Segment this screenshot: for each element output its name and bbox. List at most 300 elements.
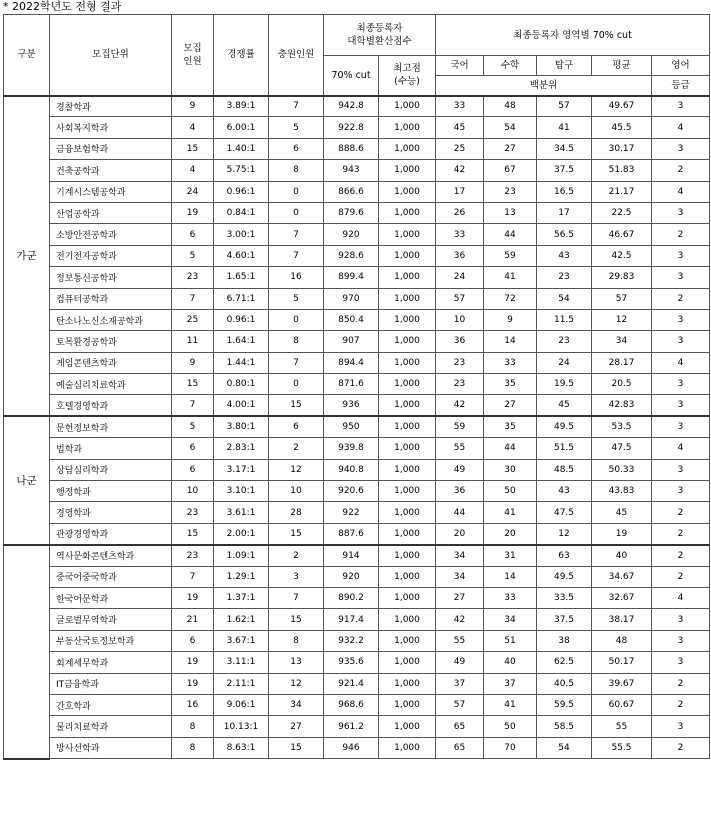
header-competition: 경쟁률 [214, 15, 269, 96]
value-cell: 942.8 [324, 96, 379, 117]
table-row [4, 609, 710, 630]
value-cell: 2 [652, 523, 710, 544]
table-row [4, 481, 710, 502]
value-cell: 3.11:1 [214, 652, 269, 673]
value-cell: 33.5 [537, 587, 592, 608]
value-cell: 34 [436, 566, 484, 587]
value-cell: 70 [484, 737, 537, 758]
value-cell: 33 [484, 587, 537, 608]
table-row [4, 202, 710, 223]
value-cell: 3 [652, 202, 710, 223]
value-cell: 2.00:1 [214, 523, 269, 544]
header-english: 영어 [652, 56, 710, 76]
value-cell: 3 [652, 138, 710, 159]
value-cell: 8 [172, 716, 214, 737]
value-cell: 2 [269, 545, 324, 566]
value-cell: 57 [537, 96, 592, 117]
table-row [4, 673, 710, 694]
value-cell: 939.8 [324, 438, 379, 459]
value-cell: 48 [592, 630, 652, 651]
unit-name-cell: 호텔경영학과 [50, 395, 172, 416]
value-cell: 10 [172, 481, 214, 502]
header-category: 구분 [4, 15, 50, 96]
value-cell: 45 [436, 117, 484, 138]
value-cell: 932.2 [324, 630, 379, 651]
value-cell: 34.5 [537, 138, 592, 159]
value-cell: 36 [436, 331, 484, 352]
table-row [4, 331, 710, 352]
value-cell: 72 [484, 288, 537, 309]
value-cell: 9 [172, 352, 214, 373]
table-row [4, 395, 710, 416]
value-cell: 49.5 [537, 566, 592, 587]
value-cell: 23 [537, 331, 592, 352]
value-cell: 6 [172, 630, 214, 651]
value-cell: 23 [537, 267, 592, 288]
value-cell: 3.17:1 [214, 459, 269, 480]
value-cell: 37.5 [537, 160, 592, 181]
value-cell: 51.5 [537, 438, 592, 459]
value-cell: 1,000 [379, 202, 436, 223]
unit-name-cell: 관광경영학과 [50, 523, 172, 544]
value-cell: 1,000 [379, 416, 436, 437]
value-cell: 37 [484, 673, 537, 694]
value-cell: 917.4 [324, 609, 379, 630]
value-cell: 15 [269, 737, 324, 758]
value-cell: 19 [592, 523, 652, 544]
value-cell: 59.5 [537, 694, 592, 715]
value-cell: 4 [652, 181, 710, 202]
value-cell: 23 [172, 545, 214, 566]
page-title: * 2022학년도 전형 결과 [3, 0, 122, 13]
value-cell: 21.17 [592, 181, 652, 202]
value-cell: 9 [484, 309, 537, 330]
value-cell: 49 [436, 459, 484, 480]
value-cell: 44 [436, 502, 484, 523]
value-cell: 44 [484, 438, 537, 459]
value-cell: 887.6 [324, 523, 379, 544]
header-inquiry: 탐구 [537, 56, 592, 76]
value-cell: 34 [592, 331, 652, 352]
value-cell: 1,000 [379, 587, 436, 608]
unit-name-cell: 토목환경공학과 [50, 331, 172, 352]
value-cell: 39.67 [592, 673, 652, 694]
table-row [4, 694, 710, 715]
value-cell: 943 [324, 160, 379, 181]
value-cell: 920 [324, 224, 379, 245]
value-cell: 41 [484, 694, 537, 715]
value-cell: 23 [436, 374, 484, 395]
value-cell: 3 [652, 416, 710, 437]
table-row [4, 181, 710, 202]
value-cell: 2 [652, 288, 710, 309]
value-cell: 3.61:1 [214, 502, 269, 523]
value-cell: 55 [436, 438, 484, 459]
value-cell: 3 [652, 459, 710, 480]
value-cell: 8.63:1 [214, 737, 269, 758]
value-cell: 24 [537, 352, 592, 373]
table-row [4, 224, 710, 245]
value-cell: 1,000 [379, 117, 436, 138]
value-cell: 33 [484, 352, 537, 373]
results-table [3, 14, 710, 760]
table-row [4, 438, 710, 459]
value-cell: 879.6 [324, 202, 379, 223]
value-cell: 2 [652, 673, 710, 694]
value-cell: 49 [436, 652, 484, 673]
value-cell: 3.10:1 [214, 481, 269, 502]
value-cell: 1,000 [379, 652, 436, 673]
value-cell: 4 [652, 117, 710, 138]
value-cell: 10.13:1 [214, 716, 269, 737]
value-cell: 57 [436, 694, 484, 715]
value-cell: 13 [484, 202, 537, 223]
value-cell: 25 [172, 309, 214, 330]
value-cell: 940.8 [324, 459, 379, 480]
header-additional: 충원인원 [269, 15, 324, 96]
value-cell: 33 [436, 224, 484, 245]
value-cell: 42 [436, 395, 484, 416]
value-cell: 16 [172, 694, 214, 715]
value-cell: 54 [537, 737, 592, 758]
value-cell: 5.75:1 [214, 160, 269, 181]
value-cell: 17 [537, 202, 592, 223]
table-row [4, 652, 710, 673]
value-cell: 3 [652, 395, 710, 416]
value-cell: 1,000 [379, 438, 436, 459]
value-cell: 1.62:1 [214, 609, 269, 630]
value-cell: 921.4 [324, 673, 379, 694]
value-cell: 4 [652, 438, 710, 459]
value-cell: 7 [269, 587, 324, 608]
value-cell: 1,000 [379, 181, 436, 202]
value-cell: 5 [269, 288, 324, 309]
value-cell: 14 [484, 566, 537, 587]
value-cell: 1,000 [379, 309, 436, 330]
value-cell: 12 [269, 673, 324, 694]
value-cell: 1,000 [379, 267, 436, 288]
value-cell: 42.83 [592, 395, 652, 416]
value-cell: 3 [269, 566, 324, 587]
value-cell: 894.4 [324, 352, 379, 373]
value-cell: 888.6 [324, 138, 379, 159]
value-cell: 54 [537, 288, 592, 309]
value-cell: 9 [172, 96, 214, 117]
value-cell: 1,000 [379, 737, 436, 758]
value-cell: 7 [269, 96, 324, 117]
value-cell: 45 [592, 502, 652, 523]
value-cell: 20 [436, 523, 484, 544]
value-cell: 41 [484, 502, 537, 523]
value-cell: 11.5 [537, 309, 592, 330]
value-cell: 1.40:1 [214, 138, 269, 159]
value-cell: 1.29:1 [214, 566, 269, 587]
value-cell: 968.6 [324, 694, 379, 715]
value-cell: 55 [436, 630, 484, 651]
value-cell: 19 [172, 587, 214, 608]
value-cell: 899.4 [324, 267, 379, 288]
value-cell: 43.83 [592, 481, 652, 502]
value-cell: 32.67 [592, 587, 652, 608]
value-cell: 8 [269, 331, 324, 352]
value-cell: 41 [537, 117, 592, 138]
unit-name-cell: 금융보험학과 [50, 138, 172, 159]
value-cell: 27 [269, 716, 324, 737]
value-cell: 23 [436, 352, 484, 373]
value-cell: 53.5 [592, 416, 652, 437]
value-cell: 946 [324, 737, 379, 758]
value-cell: 935.6 [324, 652, 379, 673]
value-cell: 6 [269, 416, 324, 437]
value-cell: 26 [436, 202, 484, 223]
value-cell: 36 [436, 245, 484, 266]
value-cell: 3.89:1 [214, 96, 269, 117]
table-row [4, 309, 710, 330]
value-cell: 3 [652, 96, 710, 117]
value-cell: 0 [269, 181, 324, 202]
value-cell: 914 [324, 545, 379, 566]
value-cell: 11 [172, 331, 214, 352]
value-cell: 34 [436, 545, 484, 566]
value-cell: 16 [269, 267, 324, 288]
value-cell: 10 [269, 481, 324, 502]
value-cell: 1,000 [379, 609, 436, 630]
value-cell: 3 [652, 652, 710, 673]
value-cell: 1,000 [379, 673, 436, 694]
value-cell: 49.67 [592, 96, 652, 117]
unit-name-cell: 물리치료학과 [50, 716, 172, 737]
value-cell: 34.67 [592, 566, 652, 587]
value-cell: 19 [172, 673, 214, 694]
value-cell: 2 [652, 545, 710, 566]
table-row [4, 160, 710, 181]
value-cell: 1,000 [379, 630, 436, 651]
value-cell: 3.00:1 [214, 224, 269, 245]
value-cell: 38.17 [592, 609, 652, 630]
value-cell: 36 [436, 481, 484, 502]
value-cell: 34 [269, 694, 324, 715]
unit-name-cell: 회계세무학과 [50, 652, 172, 673]
unit-name-cell: IT금융학과 [50, 673, 172, 694]
unit-name-cell: 법학과 [50, 438, 172, 459]
value-cell: 13 [269, 652, 324, 673]
value-cell: 20.5 [592, 374, 652, 395]
value-cell: 922 [324, 502, 379, 523]
value-cell: 2 [269, 438, 324, 459]
value-cell: 60.67 [592, 694, 652, 715]
value-cell: 8 [172, 737, 214, 758]
value-cell: 15 [172, 374, 214, 395]
value-cell: 6.71:1 [214, 288, 269, 309]
value-cell: 15 [269, 523, 324, 544]
value-cell: 50 [484, 716, 537, 737]
value-cell: 6.00:1 [214, 117, 269, 138]
value-cell: 29.83 [592, 267, 652, 288]
value-cell: 35 [484, 416, 537, 437]
unit-name-cell: 행정학과 [50, 481, 172, 502]
value-cell: 1.37:1 [214, 587, 269, 608]
value-cell: 37 [436, 673, 484, 694]
unit-name-cell: 글로벌무역학과 [50, 609, 172, 630]
table-row [4, 138, 710, 159]
value-cell: 38 [537, 630, 592, 651]
value-cell: 19 [172, 202, 214, 223]
value-cell: 12 [537, 523, 592, 544]
value-cell: 50.33 [592, 459, 652, 480]
table-row [4, 523, 710, 544]
table-row [4, 352, 710, 373]
value-cell: 12 [592, 309, 652, 330]
value-cell: 55 [592, 716, 652, 737]
value-cell: 1,000 [379, 694, 436, 715]
value-cell: 2 [652, 160, 710, 181]
value-cell: 936 [324, 395, 379, 416]
table-row [4, 630, 710, 651]
table-row [4, 587, 710, 608]
header-average: 평균 [592, 56, 652, 76]
value-cell: 928.6 [324, 245, 379, 266]
value-cell: 871.6 [324, 374, 379, 395]
value-cell: 866.6 [324, 181, 379, 202]
value-cell: 57 [592, 288, 652, 309]
unit-name-cell: 중국어중국학과 [50, 566, 172, 587]
header-percentile: 백분위 [436, 76, 652, 96]
value-cell: 0.96:1 [214, 181, 269, 202]
value-cell: 40 [592, 545, 652, 566]
value-cell: 10 [436, 309, 484, 330]
unit-name-cell: 방사선학과 [50, 737, 172, 758]
table-row [4, 96, 710, 117]
value-cell: 35 [484, 374, 537, 395]
value-cell: 5 [269, 117, 324, 138]
value-cell: 2 [652, 502, 710, 523]
value-cell: 23 [172, 502, 214, 523]
value-cell: 1,000 [379, 374, 436, 395]
value-cell: 1,000 [379, 160, 436, 181]
value-cell: 3 [652, 331, 710, 352]
value-cell: 6 [172, 224, 214, 245]
value-cell: 25 [436, 138, 484, 159]
header-unit: 모집단위 [50, 15, 172, 96]
value-cell: 3.67:1 [214, 630, 269, 651]
value-cell: 2 [652, 737, 710, 758]
table-row [4, 566, 710, 587]
value-cell: 28 [269, 502, 324, 523]
value-cell: 16.5 [537, 181, 592, 202]
value-cell: 8 [269, 630, 324, 651]
value-cell: 49.5 [537, 416, 592, 437]
value-cell: 19 [172, 652, 214, 673]
unit-name-cell: 게임콘텐츠학과 [50, 352, 172, 373]
table-row [4, 117, 710, 138]
value-cell: 1,000 [379, 481, 436, 502]
header-english-sub: 등급 [652, 76, 710, 96]
value-cell: 3 [652, 245, 710, 266]
value-cell: 1.09:1 [214, 545, 269, 566]
value-cell: 30 [484, 459, 537, 480]
unit-name-cell: 기계시스템공학과 [50, 181, 172, 202]
table-row [4, 288, 710, 309]
value-cell: 47.5 [537, 502, 592, 523]
value-cell: 59 [436, 416, 484, 437]
value-cell: 3 [652, 309, 710, 330]
value-cell: 0 [269, 309, 324, 330]
header-max-score [379, 56, 436, 96]
header-final-score: 최종등록자 대학별환산점수 [324, 15, 436, 56]
table-row [4, 737, 710, 758]
value-cell: 28.17 [592, 352, 652, 373]
value-cell: 1.44:1 [214, 352, 269, 373]
results-body [4, 96, 710, 759]
value-cell: 34 [484, 609, 537, 630]
value-cell: 45.5 [592, 117, 652, 138]
value-cell: 0.96:1 [214, 309, 269, 330]
value-cell: 15 [172, 523, 214, 544]
value-cell: 59 [484, 245, 537, 266]
table-row [4, 459, 710, 480]
value-cell: 907 [324, 331, 379, 352]
header-math: 수학 [484, 56, 537, 76]
value-cell: 4 [172, 117, 214, 138]
value-cell: 1,000 [379, 566, 436, 587]
value-cell: 44 [484, 224, 537, 245]
value-cell: 4.00:1 [214, 395, 269, 416]
max-score-label: 최고점 [393, 63, 421, 75]
value-cell: 4 [172, 160, 214, 181]
value-cell: 7 [172, 566, 214, 587]
value-cell: 1,000 [379, 352, 436, 373]
value-cell: 7 [269, 224, 324, 245]
unit-name-cell: 상담심리학과 [50, 459, 172, 480]
unit-name-cell: 경영학과 [50, 502, 172, 523]
value-cell: 6 [172, 459, 214, 480]
value-cell: 48 [484, 96, 537, 117]
value-cell: 2 [652, 224, 710, 245]
value-cell: 4 [652, 587, 710, 608]
value-cell: 1,000 [379, 545, 436, 566]
value-cell: 1,000 [379, 395, 436, 416]
value-cell: 47.5 [592, 438, 652, 459]
value-cell: 890.2 [324, 587, 379, 608]
value-cell: 1,000 [379, 502, 436, 523]
value-cell: 2 [652, 566, 710, 587]
value-cell: 2.83:1 [214, 438, 269, 459]
value-cell: 65 [436, 716, 484, 737]
value-cell: 7 [269, 352, 324, 373]
unit-name-cell: 경찰학과 [50, 96, 172, 117]
value-cell: 42 [436, 160, 484, 181]
value-cell: 37.5 [537, 609, 592, 630]
value-cell: 922.8 [324, 117, 379, 138]
value-cell: 1,000 [379, 288, 436, 309]
value-cell: 17 [436, 181, 484, 202]
value-cell: 3 [652, 609, 710, 630]
table-row [4, 416, 710, 437]
value-cell: 850.4 [324, 309, 379, 330]
value-cell: 1,000 [379, 245, 436, 266]
value-cell: 1,000 [379, 523, 436, 544]
value-cell: 50 [484, 481, 537, 502]
value-cell: 1,000 [379, 331, 436, 352]
table-row [4, 545, 710, 566]
unit-name-cell: 산업공학과 [50, 202, 172, 223]
value-cell: 42 [436, 609, 484, 630]
value-cell: 22.5 [592, 202, 652, 223]
value-cell: 19.5 [537, 374, 592, 395]
value-cell: 4.60:1 [214, 245, 269, 266]
value-cell: 3 [652, 374, 710, 395]
value-cell: 3 [652, 481, 710, 502]
